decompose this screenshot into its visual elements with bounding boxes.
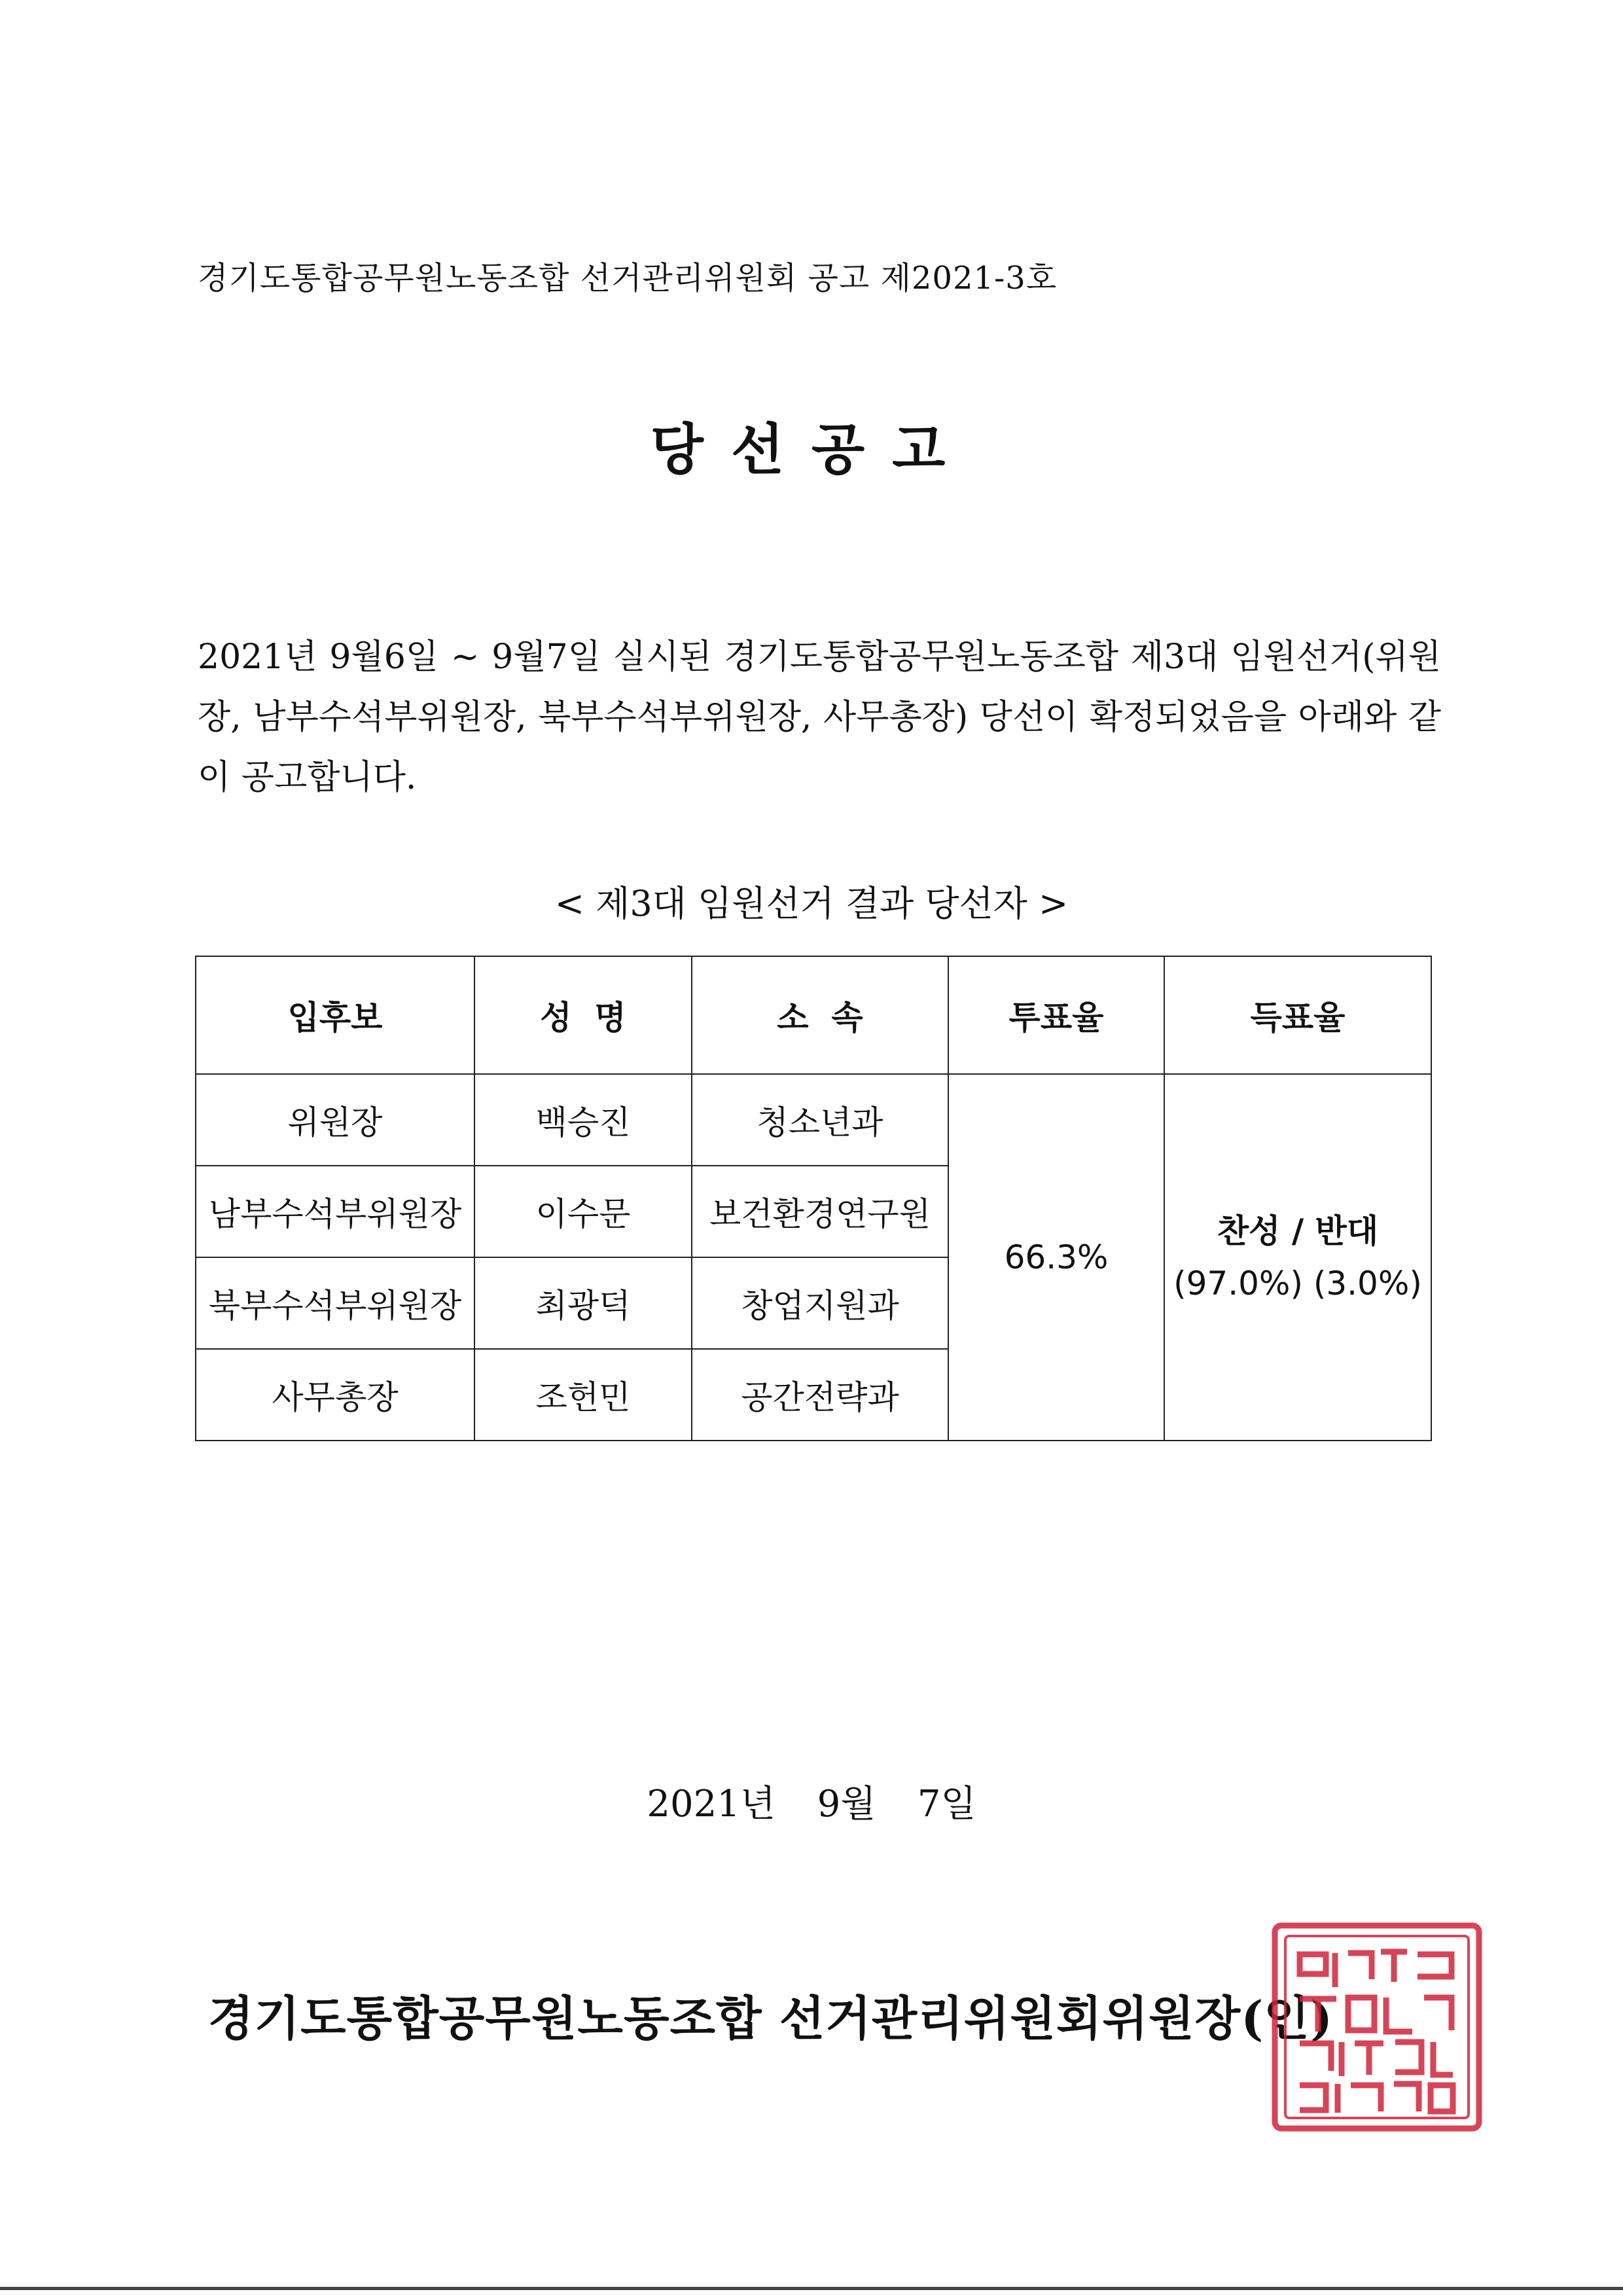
document-title: 당선공고 (650, 418, 973, 482)
vote-share-label: 찬성 / 반대 (1217, 1212, 1379, 1250)
vote-share-values: (97.0%) (3.0%) (1173, 1265, 1422, 1302)
cell-department: 창업지원과 (692, 1257, 948, 1349)
announcement-date: 2021년 9월 7일 (647, 1783, 976, 1825)
page-bottom-border (0, 2287, 1623, 2290)
cell-name: 이수문 (474, 1166, 692, 1257)
cell-department: 청소년과 (692, 1074, 948, 1166)
table-title: < 제3대 임원선거 결과 당선자 > (554, 883, 1069, 924)
header-name: 성 명 (474, 956, 692, 1074)
header-candidate: 입후보 (196, 956, 474, 1074)
cell-turnout: 66.3% (948, 1074, 1164, 1441)
header-turnout: 투표율 (948, 956, 1164, 1074)
announcement-paragraph: 2021년 9월6일 ~ 9월7일 실시된 경기도통합공무원노동조합 제3대 임원선거(위원장, 남부수석부위원장, 북부수석부위원장, 사무총장) 당선이 확정되었음을 아래와 같이 공고합니다. (198, 637, 1441, 797)
signature-line: 경기도통합공무원노동조합 선거관리위원회위원장(인) (208, 1990, 1333, 2046)
cell-department: 보건환경연구원 (692, 1166, 948, 1257)
cell-position: 위원장 (196, 1074, 474, 1166)
official-seal-icon (1270, 1920, 1484, 2134)
table-header-row (196, 956, 1431, 1074)
cell-position: 남부수석부위원장 (196, 1166, 474, 1257)
cell-department: 공간전략과 (692, 1349, 948, 1441)
header-vote-share: 득표율 (1164, 956, 1431, 1074)
cell-position: 사무총장 (196, 1349, 474, 1441)
cell-name: 백승진 (474, 1074, 692, 1166)
header-department: 소 속 (692, 956, 948, 1074)
election-results-table (195, 956, 1432, 1441)
cell-vote-share (1164, 1074, 1431, 1441)
cell-name: 최광덕 (474, 1257, 692, 1349)
table-row (196, 1074, 1431, 1166)
notice-number: 경기도통합공무원노동조합 선거관리위원회 공고 제2021-3호 (198, 260, 1058, 296)
cell-name: 조헌민 (474, 1349, 692, 1441)
cell-position: 북부수석부위원장 (196, 1257, 474, 1349)
